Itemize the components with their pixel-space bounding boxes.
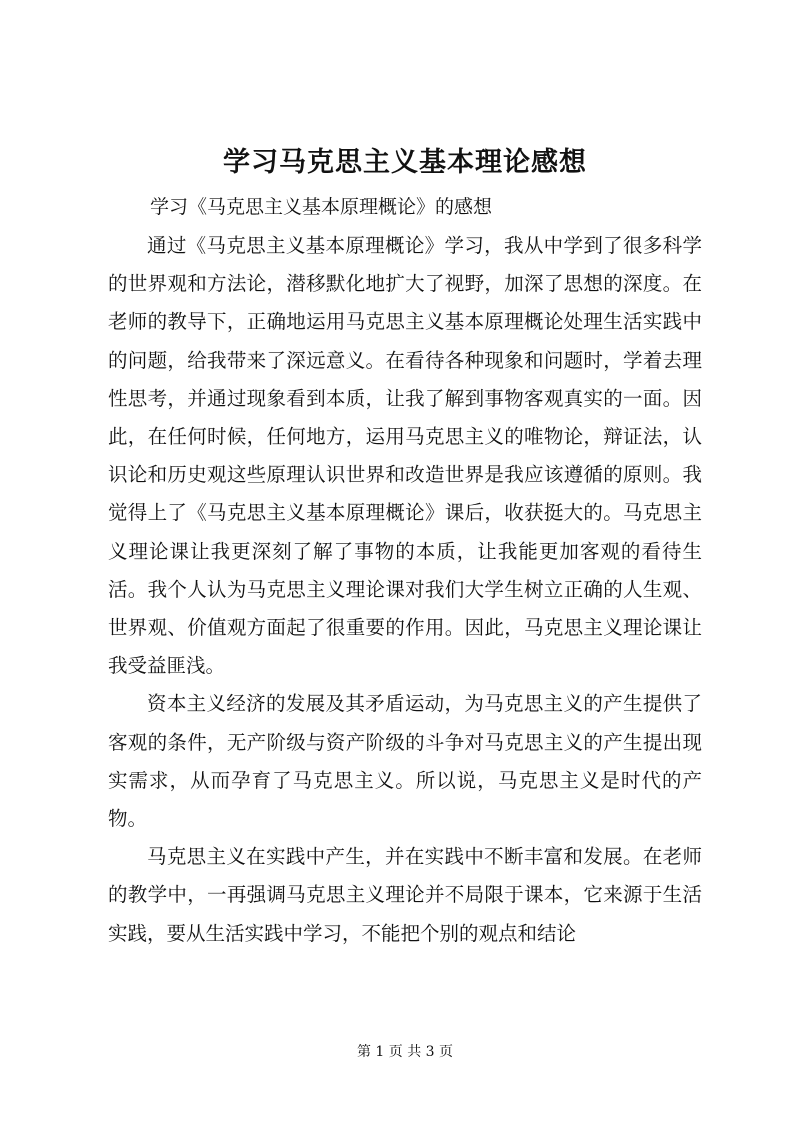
document-page <box>108 0 702 1131</box>
page-footer: 第 1 页 共 3 页 <box>356 1044 454 1060</box>
paragraph: 资本主义经济的发展及其矛盾运动，为马克思主义的产生提供了客观的条件，无产阶级与资产阶级的斗争对马克思主义的产生提出现实需求，从而孕育了马克思主义。所以说，马克思主义是时代的产物。 <box>108 692 702 831</box>
document-title: 学习马克思主义基本理论感想 <box>223 147 587 178</box>
paragraph: 通过《马克思主义基本原理概论》学习，我从中学到了很多科学的世界观和方法论，潜移默化地扩大了视野，加深了思想的深度。在老师的教导下，正确地运用马克思主义基本原理概论处理生活实践中的问题，给我带来了深远意义。在看待各种现象和问题时，学着去理性思考，并通过现象看到本质，让我了解到事物客观真实的一面。因此，在任何时候，任何地方，运用马克思主义的唯物论，辩证法，认识论和历史观这些原理认识世界和改造世界是我应该遵循的原则。我觉得上了《马克思主义基本原理概论》课后，收获挺大的。马克思主义理论课让我更深刻了解了事物的本质，让我能更加客观的看待生活。我个人认为马克思主义理论课对我们大学生树立正确的人生观、世界观、价值观方面起了很重要的作用。因此，马克思主义理论课让我受益匪浅。 <box>108 234 702 678</box>
document-subtitle: 学习《马克思主义基本原理概论》的感想 <box>150 196 493 218</box>
document-body <box>108 227 702 953</box>
paragraph: 马克思主义在实践中产生，并在实践中不断丰富和发展。在老师的教学中，一再强调马克思主义理论并不局限于课本，它来源于生活实践，要从生活实践中学习，不能把个别的观点和结论 <box>108 845 702 945</box>
